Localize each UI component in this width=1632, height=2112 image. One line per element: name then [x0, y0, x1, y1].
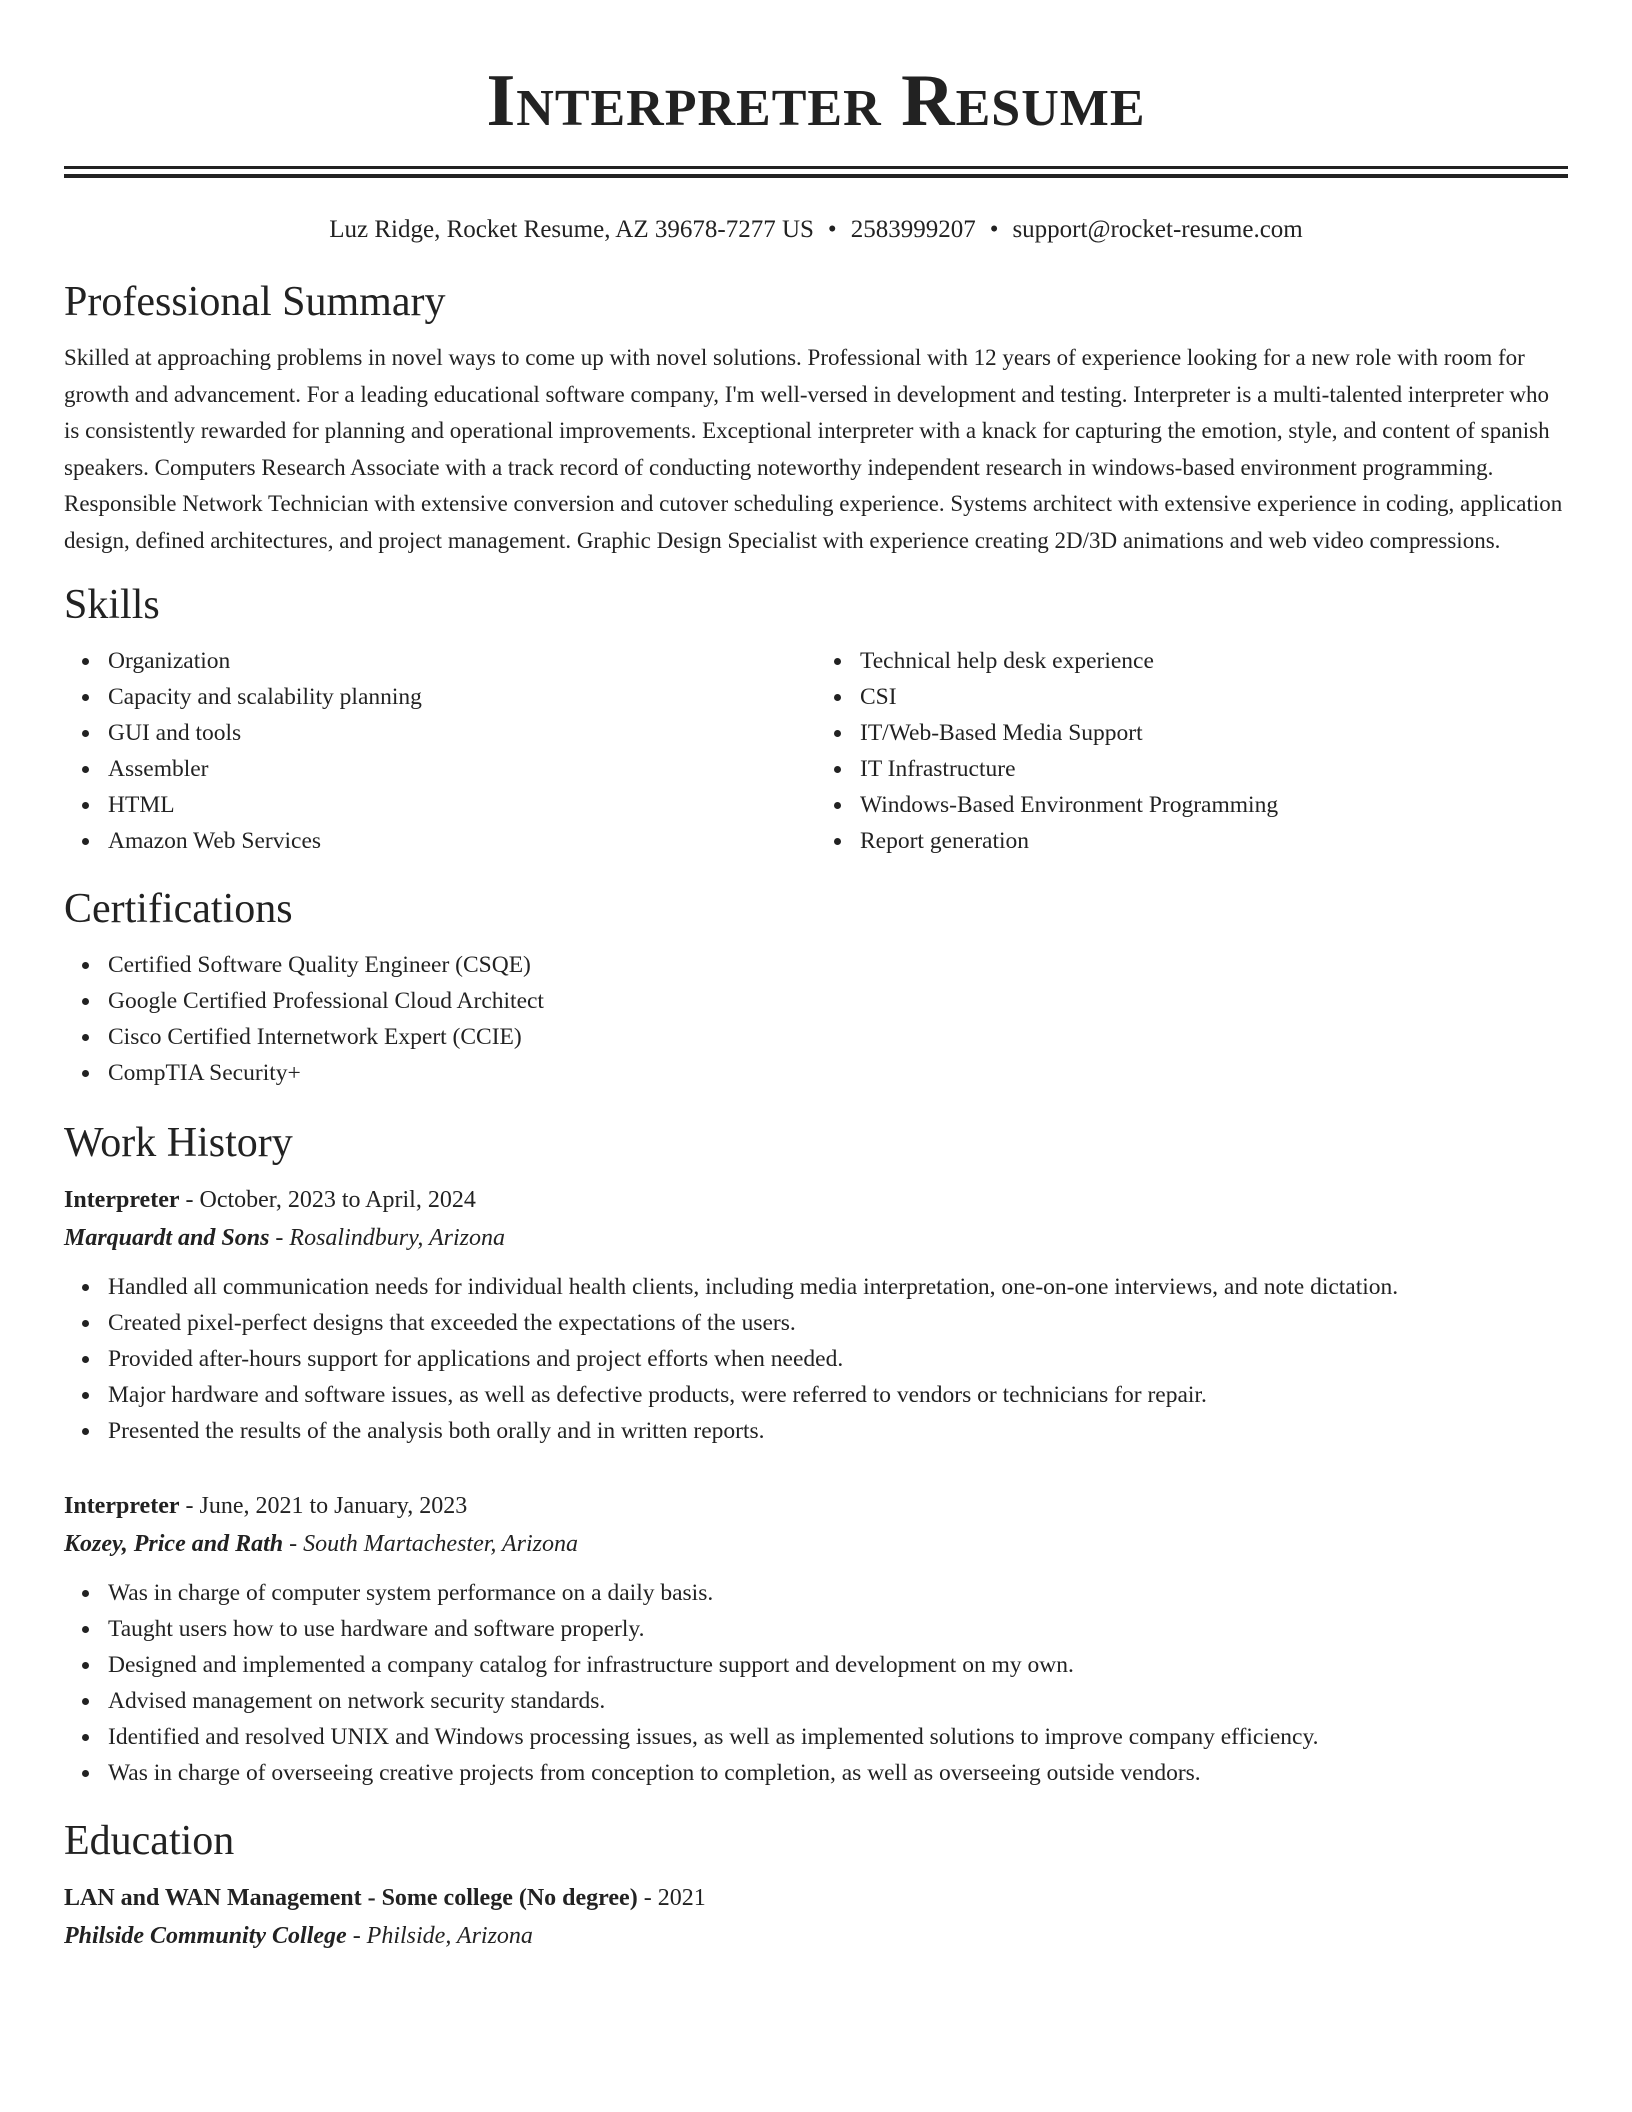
- job-company: Kozey, Price and Rath: [64, 1531, 284, 1557]
- skill-item: Report generation: [860, 823, 1568, 859]
- job-title-line: [64, 1181, 1568, 1219]
- job-entry: [64, 1181, 1568, 1449]
- summary-heading: Professional Summary: [64, 279, 446, 325]
- job-duties-list: [64, 1575, 1568, 1791]
- job-entry: [64, 1487, 1568, 1791]
- skill-item: Amazon Web Services: [108, 823, 816, 859]
- job-company: Marquardt and Sons: [64, 1225, 270, 1251]
- certification-item: Cisco Certified Internetwork Expert (CCIE): [108, 1019, 1568, 1055]
- job-title: Interpreter: [64, 1493, 180, 1519]
- job-duty-item: Presented the results of the analysis both orally and in written reports.: [108, 1413, 1568, 1449]
- job-duty-item: Was in charge of computer system performance on a daily basis.: [108, 1575, 1568, 1611]
- job-title: Interpreter: [64, 1187, 180, 1213]
- education-school: Philside Community College: [64, 1923, 347, 1949]
- job-duty-item: Identified and resolved UNIX and Windows processing issues, as well as implemented solutions to improve company efficiency.: [108, 1719, 1568, 1755]
- skill-item: IT/Web-Based Media Support: [860, 715, 1568, 751]
- summary-text: Skilled at approaching problems in novel ways to come up with novel solutions. Professional with 12 years of experience looking for a new role with room for growth and advancement. For a leading educational software company, I'm well-versed in development and testing. Interpreter is a multi-talented interpreter who is consistently rewarded for planning and operational improvements. Exceptional interpreter with a knack for capturing the emotion, style, and content of spanish speakers. Computers Research Associate with a track record of conducting noteworthy independent research in windows-based environment programming. Responsible Network Technician with extensive conversion and cutover scheduling experience. Systems architect with extensive experience in coding, application design, defined architectures, and project management. Graphic Design Specialist with experience creating 2D/3D animations and web video compressions.: [64, 345, 1563, 553]
- job-duty-item: Provided after-hours support for applications and project efforts when needed.: [108, 1341, 1568, 1377]
- certifications-list: [64, 947, 1568, 1091]
- education-location: - Philside, Arizona: [346, 1923, 533, 1949]
- education-heading: Education: [64, 1818, 235, 1864]
- job-company-line: [64, 1525, 1568, 1563]
- skill-item: Technical help desk experience: [860, 643, 1568, 679]
- skills-column-right: [816, 643, 1568, 859]
- job-dates: - June, 2021 to January, 2023: [179, 1493, 468, 1519]
- education-school-line: [64, 1917, 1568, 1955]
- certification-item: CompTIA Security+: [108, 1055, 1568, 1091]
- resume-title: Interpreter Resume: [486, 60, 1146, 142]
- education-degree: LAN and WAN Management - Some college (No degree): [64, 1885, 638, 1911]
- job-dates: - October, 2023 to April, 2024: [179, 1187, 476, 1213]
- certifications-heading: Certifications: [64, 886, 293, 932]
- job-duty-item: Designed and implemented a company catalog for infrastructure support and development on my own.: [108, 1647, 1568, 1683]
- certification-item: Certified Software Quality Engineer (CSQE): [108, 947, 1568, 983]
- skill-item: Windows-Based Environment Programming: [860, 787, 1568, 823]
- job-location: - Rosalindbury, Arizona: [269, 1225, 505, 1251]
- skill-item: Assembler: [108, 751, 816, 787]
- job-duty-item: Advised management on network security standards.: [108, 1683, 1568, 1719]
- skill-item: GUI and tools: [108, 715, 816, 751]
- job-duty-item: Major hardware and software issues, as well as defective products, were referred to vendors or technicians for repair.: [108, 1377, 1568, 1413]
- job-duty-item: Handled all communication needs for individual health clients, including media interpretation, one-on-one interviews, and note dictation.: [108, 1269, 1568, 1305]
- title-divider: [64, 166, 1568, 178]
- skill-item: HTML: [108, 787, 816, 823]
- education-entry: [64, 1879, 1568, 1955]
- skill-item: Organization: [108, 643, 816, 679]
- job-duties-list: [64, 1269, 1568, 1449]
- skill-item: Capacity and scalability planning: [108, 679, 816, 715]
- job-duty-item: Was in charge of overseeing creative projects from conception to completion, as well as overseeing outside vendors.: [108, 1755, 1568, 1791]
- skills-list: [64, 643, 1568, 859]
- education-year: - 2021: [637, 1885, 706, 1911]
- contact-separator: •: [827, 216, 837, 243]
- skills-column-left: [64, 643, 816, 859]
- skills-heading: Skills: [64, 582, 160, 628]
- work-history-heading: Work History: [64, 1120, 293, 1166]
- certification-item: Google Certified Professional Cloud Architect: [108, 983, 1568, 1019]
- job-duty-item: Created pixel-perfect designs that exceeded the expectations of the users.: [108, 1305, 1568, 1341]
- job-company-line: [64, 1219, 1568, 1257]
- skill-item: CSI: [860, 679, 1568, 715]
- contact-address: Luz Ridge, Rocket Resume, AZ 39678-7277 US: [329, 216, 814, 243]
- contact-line: [64, 212, 1568, 248]
- contact-email: support@rocket-resume.com: [1012, 216, 1303, 243]
- job-location: - South Martachester, Arizona: [283, 1531, 578, 1557]
- contact-phone: 2583999207: [850, 216, 976, 243]
- skill-item: IT Infrastructure: [860, 751, 1568, 787]
- job-title-line: [64, 1487, 1568, 1525]
- education-degree-line: [64, 1879, 1568, 1917]
- job-duty-item: Taught users how to use hardware and software properly.: [108, 1611, 1568, 1647]
- contact-separator: •: [989, 216, 999, 243]
